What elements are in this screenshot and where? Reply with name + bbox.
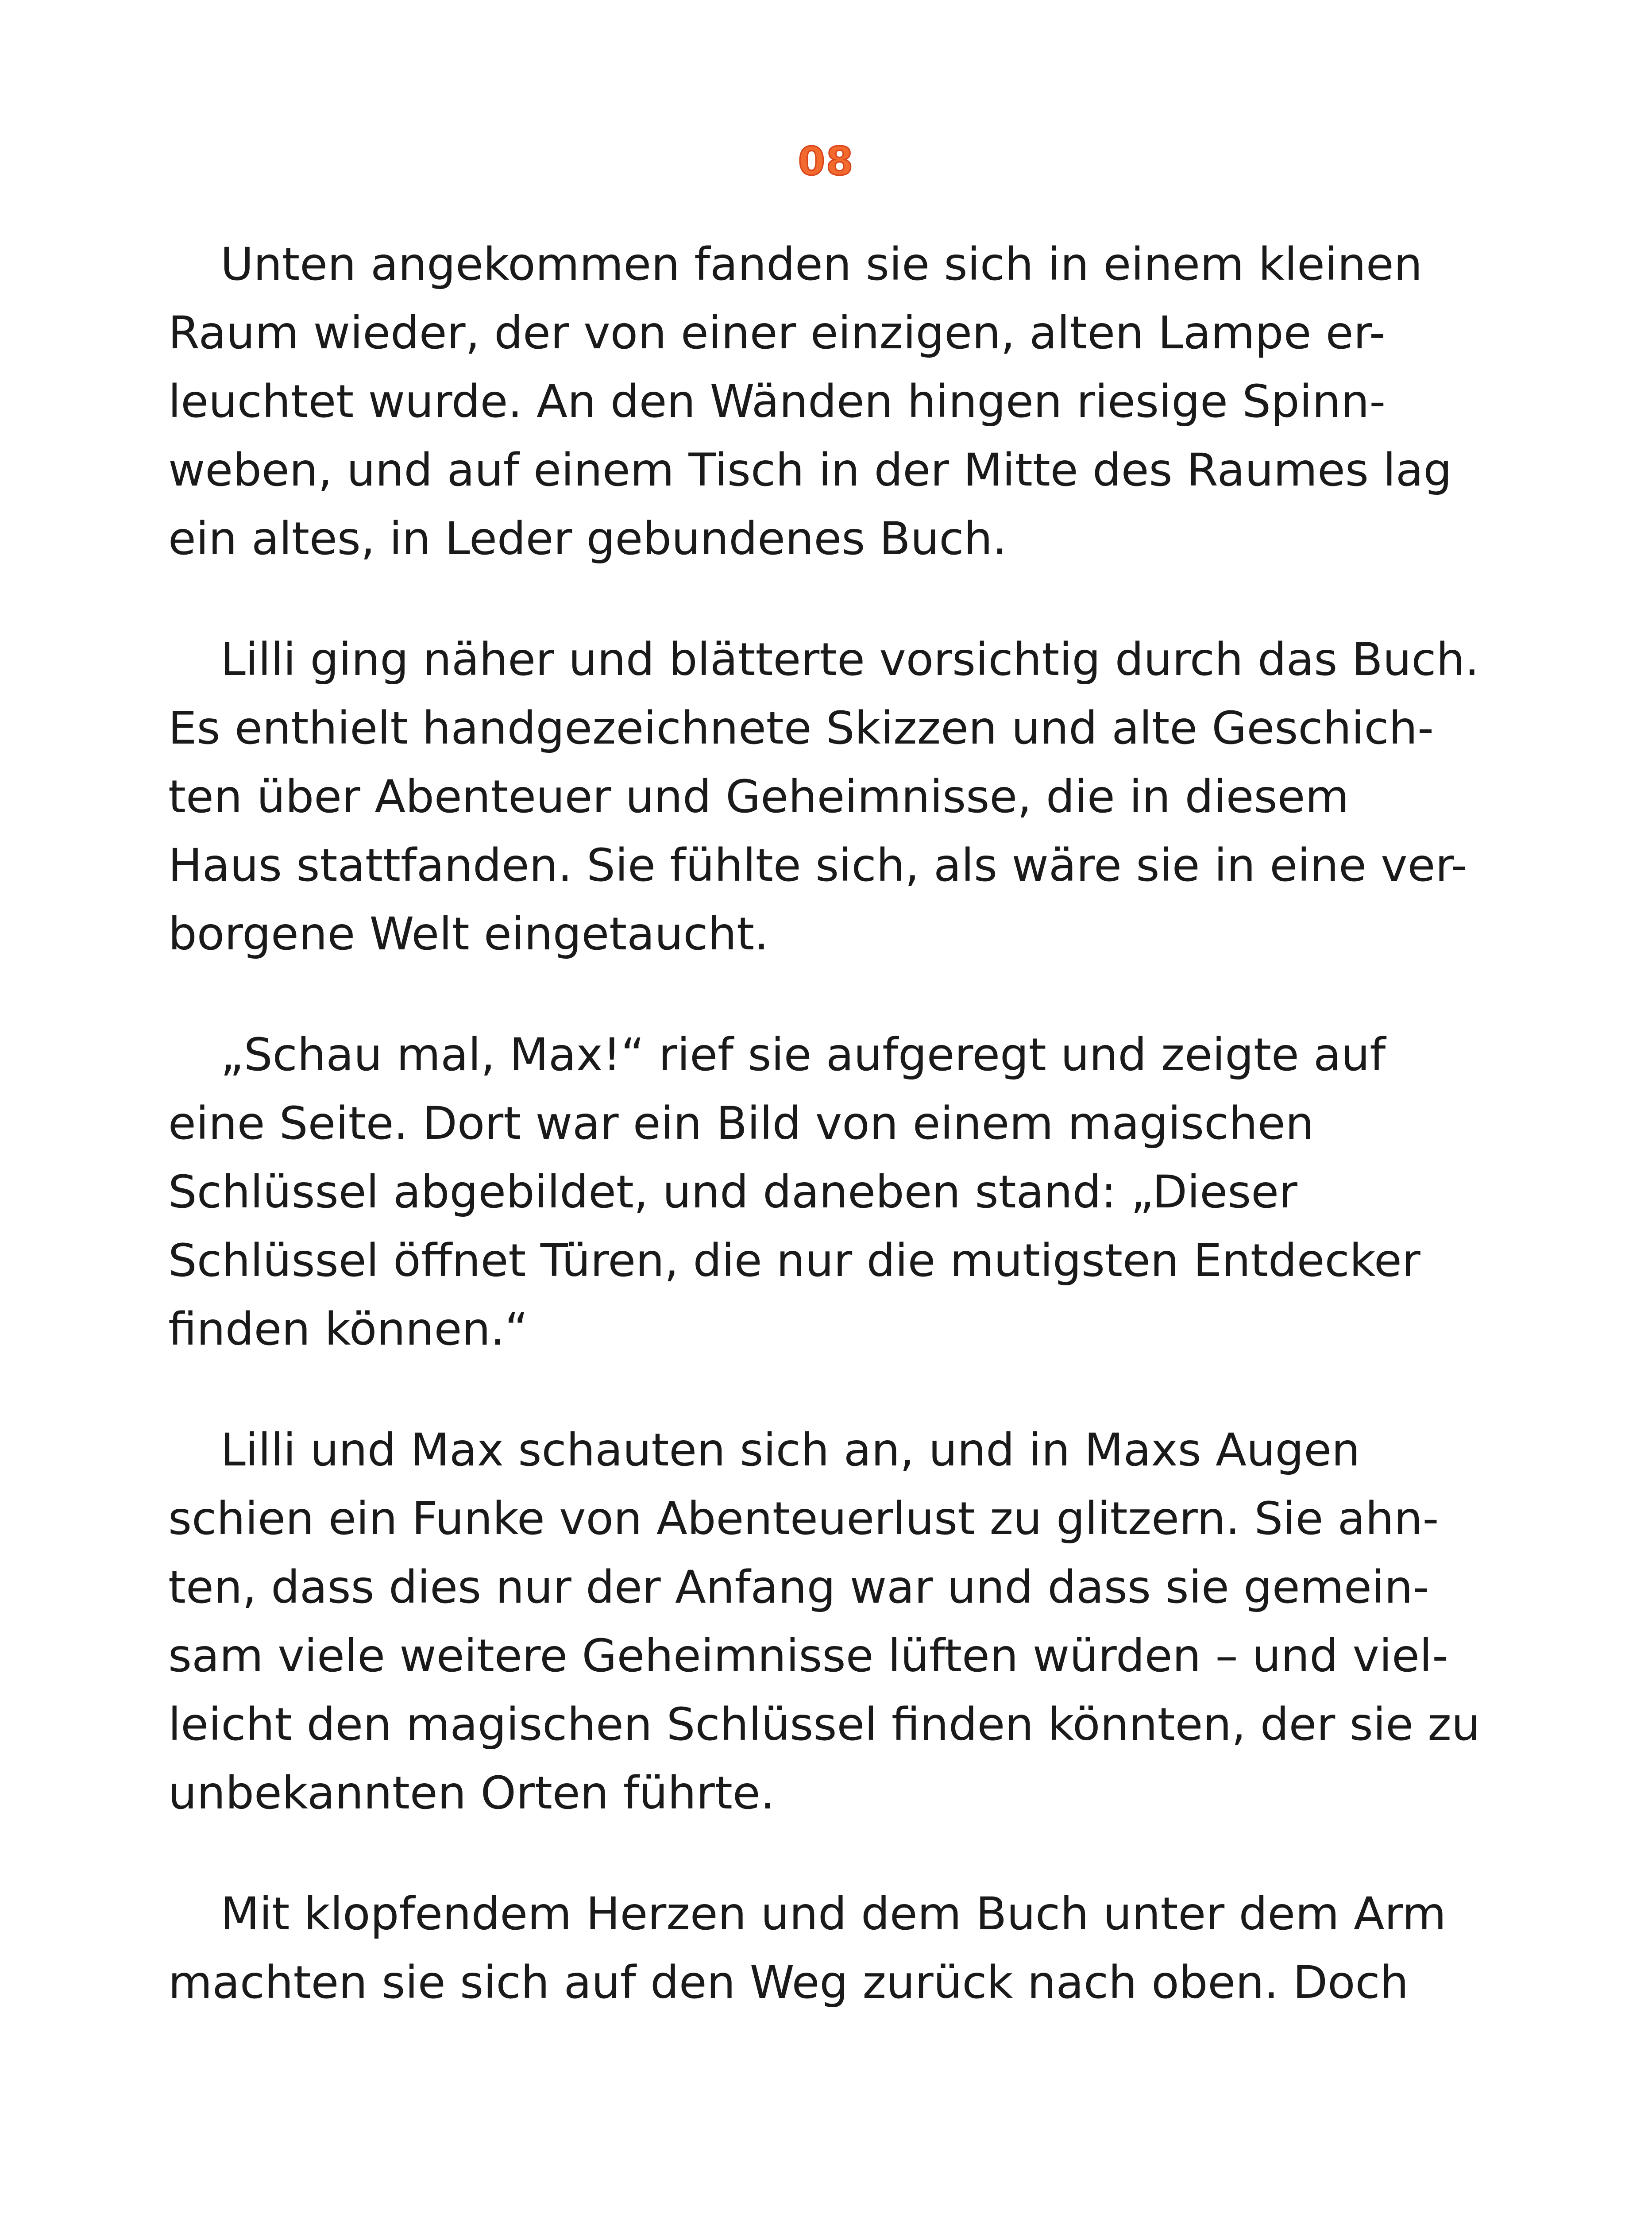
page-number: 08 xyxy=(798,139,854,184)
text-line: machten sie sich auf den Weg zurück nach oben. Doch xyxy=(168,1956,1409,2009)
paragraph-3 xyxy=(168,1021,1452,1364)
text-line: schien ein Funke von Abenteuerlust zu glitzern. Sie ahn- xyxy=(168,1492,1439,1545)
text-line: borgene Welt eingetaucht. xyxy=(168,908,769,960)
paragraph-4 xyxy=(168,1416,1480,1827)
text-line: unbekannten Orten führte. xyxy=(168,1767,775,1820)
text-line: ten über Abenteuer und Geheimnisse, die in diesem xyxy=(168,771,1349,823)
text-line: Lilli und Max schauten sich an, und in Maxs Augen xyxy=(220,1424,1360,1477)
text-line: leuchtet wurde. An den Wänden hingen riesige Spinn- xyxy=(168,375,1386,428)
text-line: Mit klopfendem Herzen und dem Buch unter dem Arm xyxy=(220,1888,1447,1940)
story-text xyxy=(168,230,1480,2069)
text-line: Lilli ging näher und blätterte vorsichtig durch das Buch. xyxy=(220,633,1479,686)
text-line: Unten angekommen fanden sie sich in einem kleinen xyxy=(220,238,1423,291)
text-line: sam viele weitere Geheimnisse lüften würden – und viel- xyxy=(168,1630,1449,1682)
paragraph-2 xyxy=(168,625,1479,968)
text-line: Schlüssel abgebildet, und daneben stand: „Dieser xyxy=(168,1166,1297,1218)
text-line: Haus stattfanden. Sie fühlte sich, als wäre sie in eine ver- xyxy=(168,839,1467,892)
text-line: finden können.“ xyxy=(168,1303,529,1356)
paragraph-1 xyxy=(168,230,1452,573)
text-line: ein altes, in Leder gebundenes Buch. xyxy=(168,513,1007,565)
text-line: Schlüssel öffnet Türen, die nur die mutigsten Entdecker xyxy=(168,1234,1420,1287)
text-line: Es enthielt handgezeichnete Skizzen und alte Geschich- xyxy=(168,702,1434,755)
text-line: leicht den magischen Schlüssel finden könnten, der sie zu xyxy=(168,1698,1480,1751)
text-line: „Schau mal, Max!“ rief sie aufgeregt und zeigte auf xyxy=(220,1029,1386,1081)
text-line: Raum wieder, der von einer einzigen, alten Lampe er- xyxy=(168,307,1386,359)
paragraph-5 xyxy=(168,1880,1452,2017)
text-line: weben, und auf einem Tisch in der Mitte des Raumes lag xyxy=(168,444,1452,497)
text-line: eine Seite. Dort war ein Bild von einem magischen xyxy=(168,1097,1314,1150)
text-line: ten, dass dies nur der Anfang war und dass sie gemein- xyxy=(168,1561,1429,1614)
